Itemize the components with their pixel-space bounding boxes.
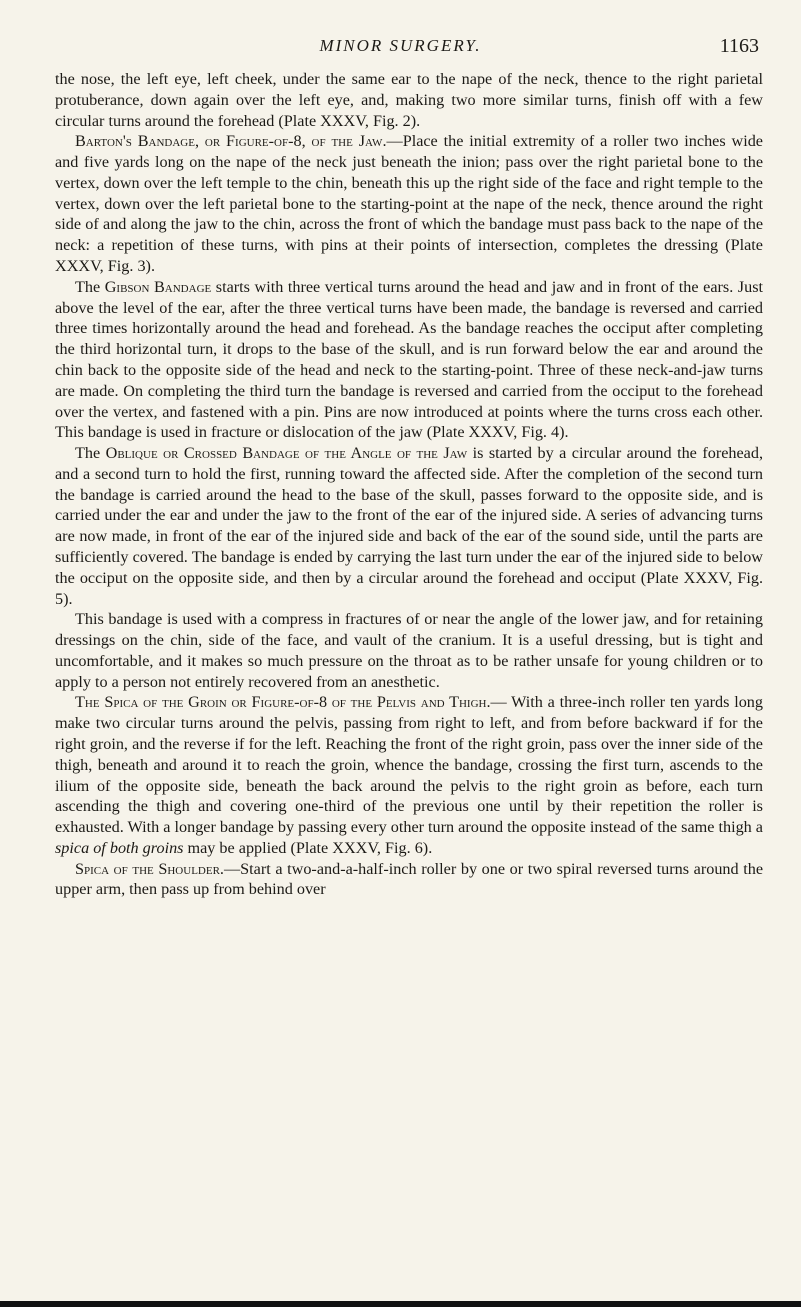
italic-term: spica of both groins (55, 838, 184, 857)
running-head (0, 32, 801, 60)
paragraph-lead: The (75, 277, 101, 296)
paragraph-spica-shoulder (55, 859, 763, 901)
paragraph-text: —Place the initial extremity of a roller two inches wide and five yards long on the nape of the neck just beneath the inion; pass over the right parietal bone to the vertex, down over the left temple to the chin, beneath this up the right side of the face and right temple to the vertex, down over the left parietal bone to the starting-point at the nape of the neck, thence around the right side of and along the jaw to the chin, across the front of which the bandage must pass back to the nape of the neck: a repetition of these turns, with pins at their points of intersection, completes the dressing (Plate XXXV, Fig. 3). (55, 132, 763, 276)
paragraph-spica-groin (55, 692, 763, 858)
section-heading: The Spica of the Groin or Figure-of-8 of the Pelvis and Thigh. (75, 693, 491, 712)
paragraph-text: starts with three vertical turns around the head and jaw and in front of the ears. Just above the level of the ear, after the three vertical turns have been made, the bandage is reversed and carried three times horizontally around the head and forehead. As the bandage reaches the occiput after completing the third horizontal turn, it drops to the base of the skull, and is run forward below the ear and around the chin back to the opposite side of the head and neck to the starting-point. Three of these neck-and-jaw turns are made. On completing the third turn the bandage is reversed and carried from the occiput to the forehead over the vertex, and fastened with a pin. Pins are now introduced at points where the turns cross each other. This bandage is used in fracture or dislocation of the jaw (Plate XXXV, Fig. 4). (55, 277, 763, 442)
paragraph-oblique-bandage (55, 443, 763, 609)
paragraph-oblique-usage (55, 609, 763, 692)
paragraph-text: may be applied (Plate XXXV, Fig. 6). (187, 838, 433, 857)
paragraph-text: is started by a circular around the forehead, and a second turn to hold the first, running toward the affected side. After the completion of the second turn the bandage is carried around the head to the base of the skull, passes forward to the opposite side, and is carried under the ear and under the jaw to the front of the ear of the injured side. A series of advancing turns are now made, in front of the ear of the injured side and back of the ear of the sound side, until the parts are sufficiently covered. The bandage is ended by carrying the last turn under the ear of the injured side to below the occiput on the opposite side, and then by a circular around the forehead and occiput (Plate XXXV, Fig. 5). (55, 444, 764, 608)
paragraph-text: —Start a two-and-a-half-inch roller by one or two spiral reversed turns around the upper arm, then pass up from behind over (55, 859, 764, 899)
paragraph-text: the nose, the left eye, left cheek, under the same ear to the nape of the neck, thence to the right parietal protuberance, down again over the left eye, and, making two more similar turns, finish off with a few circular turns around the forehead (Plate XXXV, Fig. 2). (55, 70, 763, 130)
paragraph-bartons-bandage (55, 131, 763, 276)
section-heading: Barton's Bandage, or Figure-of-8, of the Jaw. (75, 132, 387, 151)
bottom-edge-rule (0, 1301, 801, 1307)
running-title: MINOR SURGERY. (319, 36, 482, 55)
page-number: 1163 (719, 35, 759, 57)
body-text (55, 69, 763, 900)
section-heading: Spica of the Shoulder. (75, 859, 224, 878)
section-heading: Gibson Bandage (104, 277, 212, 296)
paragraph-text: — With a three-inch roller ten yards long make two circular turns around the pelvis, passing from right to left, and from before backward if for the right groin, and the reverse if for the left. Reaching the front of the right groin, pass over the inner side of the thigh, beneath and around it to reach the groin, whence the bandage, crossing the first turn, ascends to the ilium of the opposite side, beneath the back around the pelvis to the right groin as before, each turn ascending the thigh and covering one-third of the previous one until by their repetition the roller is exhausted. With a longer bandage by passing every other turn around the opposite instead of the same thigh a (55, 693, 763, 837)
paragraph-gibson-bandage (55, 277, 763, 443)
paragraph-text: This bandage is used with a compress in fractures of or near the angle of the lower jaw, and for retaining dressings on the chin, side of the face, and vault of the cranium. It is a useful dressing, but is tight and uncomfortable, and it makes so much pressure on the throat as to be rather unsafe for young children or to apply to a person not entirely recovered from an anesthetic. (55, 610, 763, 691)
paragraph-lead: The (75, 444, 101, 463)
paragraph-continued (55, 69, 763, 131)
section-heading: Oblique or Crossed Bandage of the Angle of the Jaw (105, 444, 468, 463)
